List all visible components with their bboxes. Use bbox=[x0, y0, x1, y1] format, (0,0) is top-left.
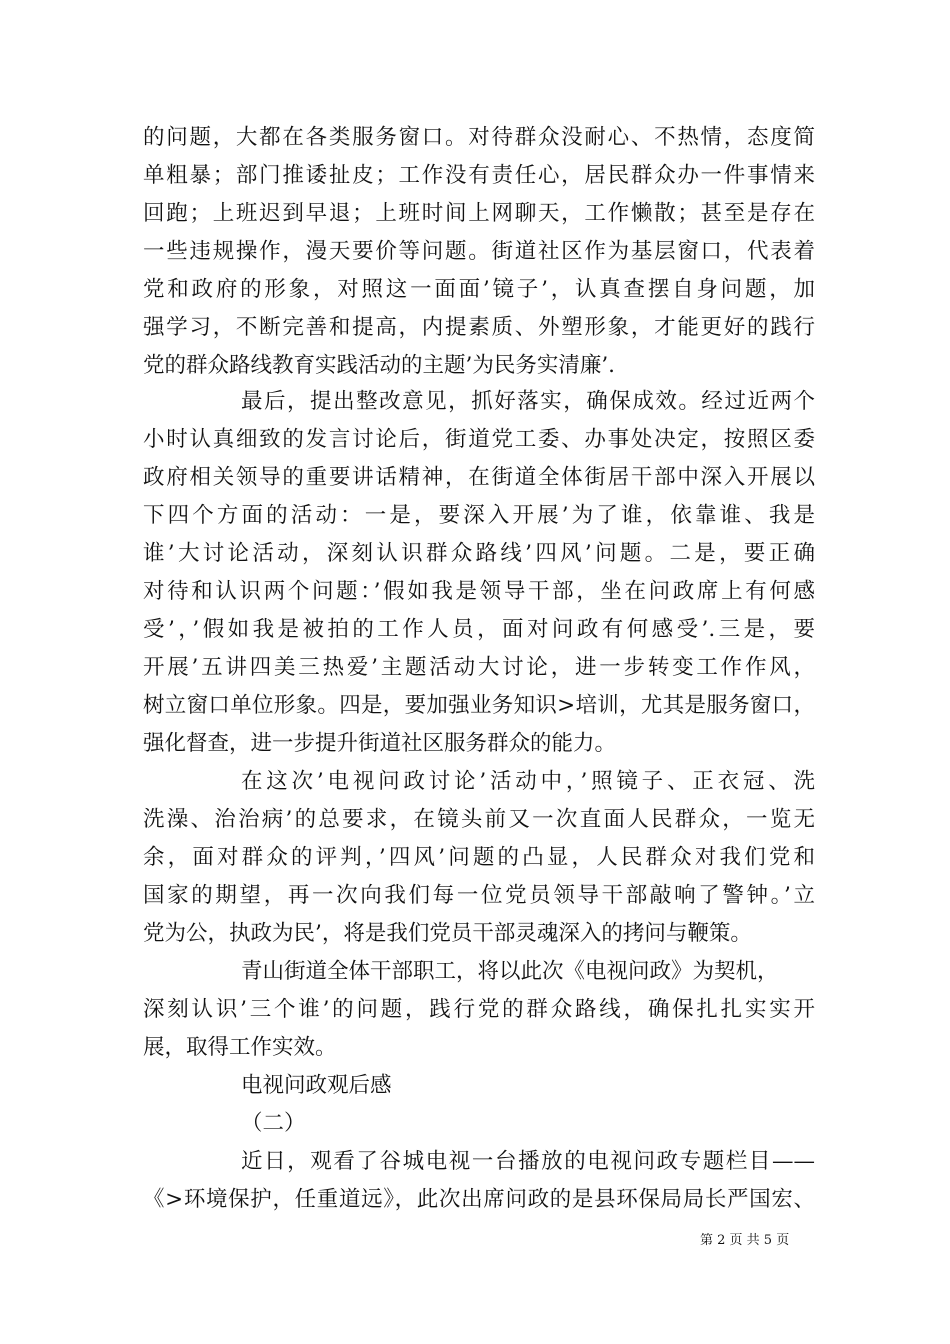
paragraph-first-line: 青山街道全体干部职工，将以此次《电视问政》为契机， bbox=[241, 959, 779, 984]
text-line: 《>环境保护，任重道远》，此次出席问政的是县环保局局长严国宏、 bbox=[143, 1187, 815, 1212]
text-line: 单粗暴；部门推诿扯皮；工作没有责任心，居民群众办一件事情来 bbox=[143, 163, 815, 188]
text-line: 开展’五讲四美三热爱’主题活动大讨论，进一步转变工作作风， bbox=[143, 655, 815, 680]
text-line: 政府相关领导的重要讲话精神，在街道全体街居干部中深入开展以 bbox=[143, 465, 815, 490]
paragraph-first-line: 在这次’电视问政讨论’活动中，’照镜子、正衣冠、洗 bbox=[241, 769, 815, 794]
text-line: 国家的期望，再一次向我们每一位党员领导干部敲响了警钟。’立 bbox=[143, 883, 815, 908]
text-line: 回跑；上班迟到早退；上班时间上网聊天，工作懒散；甚至是存在 bbox=[143, 201, 815, 226]
text-line: 小时认真细致的发言讨论后，街道党工委、办事处决定，按照区委 bbox=[143, 427, 815, 452]
text-line: 强化督查，进一步提升街道社区服务群众的能力。 bbox=[143, 731, 617, 756]
text-line: 党为公，执政为民’，将是我们党员干部灵魂深入的拷问与鞭策。 bbox=[143, 921, 752, 946]
page-number-footer: 第 2 页 共 5 页 bbox=[700, 1233, 790, 1248]
section-number: （二） bbox=[241, 1111, 306, 1136]
text-line: 谁’大讨论活动，深刻认识群众路线’四风’问题。二是，要正确 bbox=[143, 541, 815, 566]
text-line: 洗澡、治治病’的总要求，在镜头前又一次直面人民群众，一览无 bbox=[143, 807, 815, 832]
text-line: 对待和认识两个问题：’假如我是领导干部，坐在问政席上有何感 bbox=[143, 579, 815, 604]
paragraph-first-line: 近日，观看了谷城电视一台播放的电视问政专题栏目—— bbox=[241, 1149, 815, 1174]
paragraph-first-line: 最后，提出整改意见，抓好落实，确保成效。经过近两个 bbox=[241, 389, 815, 414]
text-line: 树立窗口单位形象。四是，要加强业务知识>培训，尤其是服务窗口， bbox=[143, 693, 815, 718]
text-line: 强学习，不断完善和提高，内提素质、外塑形象，才能更好的践行 bbox=[143, 315, 815, 340]
text-line: 党和政府的形象，对照这一面面’镜子’，认真查摆自身问题，加 bbox=[143, 277, 815, 302]
text-line: 的问题，大都在各类服务窗口。对待群众没耐心、不热情，态度简 bbox=[143, 125, 815, 150]
text-line: 余，面对群众的评判，’四风’问题的凸显，人民群众对我们党和 bbox=[143, 845, 815, 870]
text-line: 一些违规操作，漫天要价等问题。街道社区作为基层窗口，代表着 bbox=[143, 239, 815, 264]
text-line: 展，取得工作实效。 bbox=[143, 1035, 337, 1060]
text-line: 下四个方面的活动：一是，要深入开展’为了谁，依靠谁、我是 bbox=[143, 503, 815, 528]
text-line: 深刻认识’三个谁’的问题，践行党的群众路线，确保扎扎实实开 bbox=[143, 997, 815, 1022]
text-line: 党的群众路线教育实践活动的主题’为民务实清廉’. bbox=[143, 353, 616, 378]
section-title: 电视问政观后感 bbox=[241, 1073, 392, 1098]
text-line: 受’，’假如我是被拍的工作人员，面对问政有何感受’.三是，要 bbox=[143, 617, 815, 642]
